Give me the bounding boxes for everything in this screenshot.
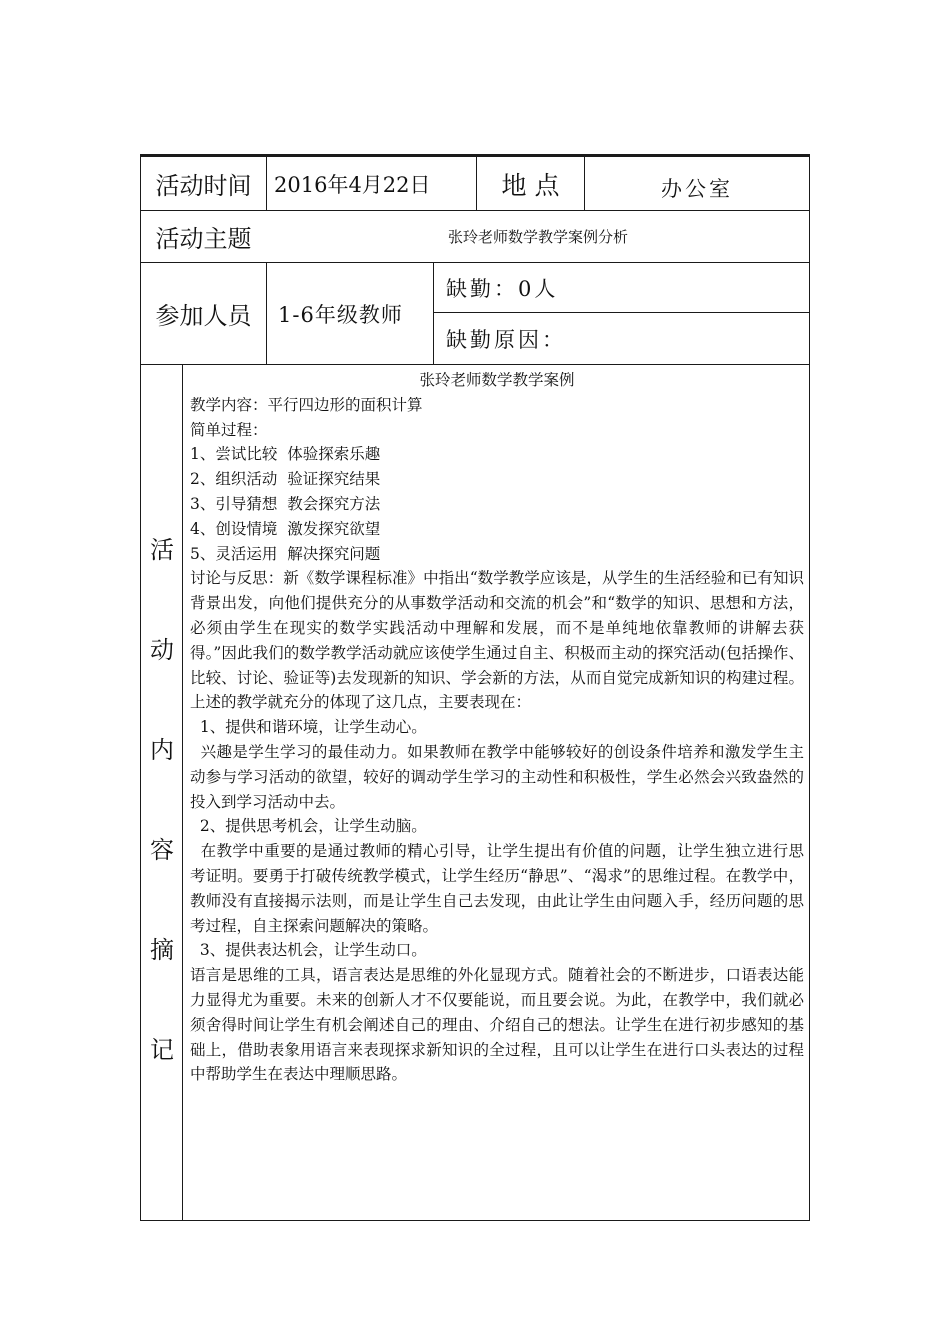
reflection-paragraph: 讨论与反思：新《数学课程标准》中指出“数学教学应该是，从学生的生活经验和已有知识背景出发，向他们提供充分的从事数学活动和交流的机会”和“数学的知识、思想和方法，必须由学生在现实的数学实践活动中理解和发展，而不是单纯地依靠教师的讲解去获得。”因此我们的数学教学活动就应该使学生通过自主、积极而主动的探究活动(包括操作、比较、讨论、验证等)去发现新的知识、学会新的方法，从而自觉完成新知识的构建过程。上述的教学就充分的体现了这几点，主要表现在：: [190, 569, 804, 712]
topic-label: 活动主题: [155, 225, 252, 253]
process-step: 2、组织活动 验证探究结果: [190, 470, 381, 489]
teaching-content: 教学内容：平行四边形的面积计算: [190, 395, 423, 414]
table-rule: [266, 262, 267, 364]
table-rule: [182, 364, 183, 1220]
time-label: 活动时间: [155, 172, 252, 200]
process-step: 4、创设情境 激发探究欲望: [190, 519, 381, 538]
process-heading: 简单过程：: [190, 420, 268, 439]
summary-label-char: 记: [150, 1036, 174, 1064]
summary-label-char: 活: [150, 536, 174, 564]
summary-label-char: 动: [150, 636, 174, 664]
place-label: 地 点: [501, 170, 560, 200]
participants-label: 参加人员: [155, 302, 252, 330]
topic-value: 张玲老师数学教学案例分析: [447, 228, 628, 246]
summary-content: [190, 368, 804, 1087]
case-title: 张玲老师数学教学案例: [419, 371, 575, 389]
summary-label-char: 摘: [150, 936, 174, 964]
process-step: 1、尝试比较 体验探索乐趣: [190, 445, 381, 464]
point-paragraph: 在教学中重要的是通过教师的精心引导，让学生提出有价值的问题，让学生独立进行思考证明。要勇于打破传统教学模式，让学生经历“静思”、“渴求”的思维过程。在教学中，教师没有直接揭示法则，而是让学生自己去发现，由此让学生由问题入手，经历问题的思考过程，自主探索问题解决的策略。: [190, 842, 804, 935]
time-value: 2016年4月22日: [274, 172, 431, 197]
table-rule: [266, 154, 267, 210]
process-step: 5、灵活运用 解决探究问题: [190, 544, 381, 563]
table-rule: [140, 364, 810, 365]
point-paragraph: 语言是思维的工具，语言表达是思维的外化显现方式。随着社会的不断进步，口语表达能力显得尤为重要。未来的创新人才不仅要能说，而且要会说。为此，在教学中，我们就必须舍得时间让学生有机会阐述自己的理由、介绍自己的想法。让学生在进行初步感知的基础上，借助表象用语言来表现探求新知识的全过程，且可以让学生在进行口头表达的过程中帮助学生在表达中理顺思路。: [190, 966, 804, 1084]
summary-label-char: 内: [150, 736, 174, 764]
point-heading: 1、提供和谐环境，让学生动心。: [190, 718, 427, 737]
participants-value: 1-6年级教师: [278, 302, 403, 327]
absent-count: 缺勤：0人: [446, 276, 559, 301]
table-bottom-border: [140, 1220, 810, 1221]
table-rule: [433, 262, 434, 364]
place-value: 办公室: [661, 177, 733, 201]
summary-label-char: 容: [150, 836, 174, 864]
point-paragraph: 兴趣是学生学习的最佳动力。如果教师在教学中能够较好的创设条件培养和激发学生主动参与学习活动的欲望，较好的调动学生学习的主动性和积极性，学生必然会兴致盎然的投入到学习活动中去。: [190, 742, 804, 811]
table-right-border: [809, 154, 810, 1221]
point-heading: 2、提供思考机会，让学生动脑。: [190, 817, 427, 836]
process-step: 3、引导猜想 教会探究方法: [190, 494, 381, 513]
point-heading: 3、提供表达机会，让学生动口。: [190, 941, 427, 960]
absent-reason: 缺勤原因：: [446, 327, 566, 352]
